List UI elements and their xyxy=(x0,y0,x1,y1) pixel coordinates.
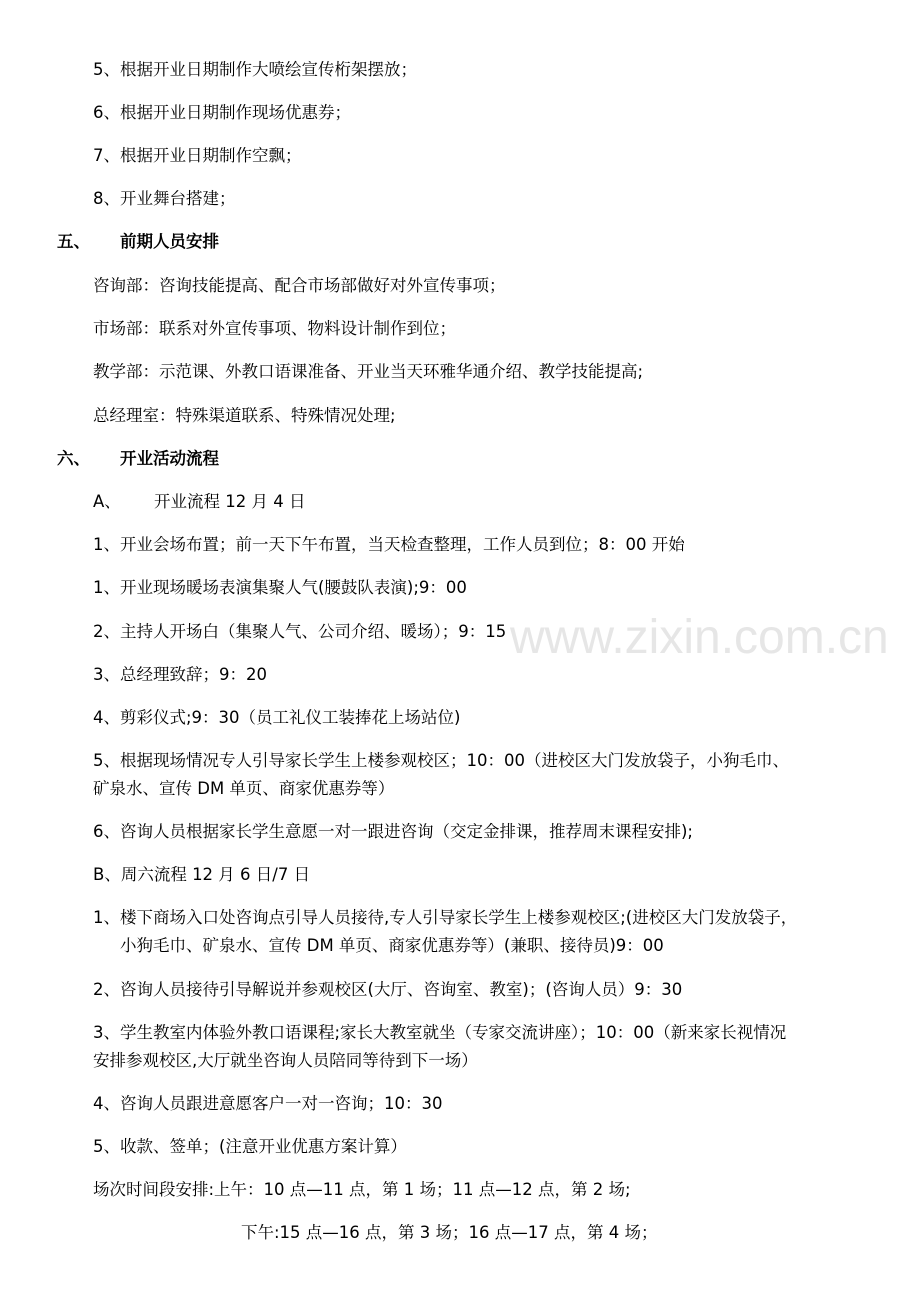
list-item: 5、根据现场情况专人引导家长学生上楼参观校区；10：00（进校区大门发放袋子，小狗毛巾、 xyxy=(93,751,789,770)
list-item: 7、根据开业日期制作空飘； xyxy=(93,146,302,165)
list-item: 5、根据开业日期制作大喷绘宣传桁架摆放； xyxy=(93,60,417,79)
dept-line: 咨询部：咨询技能提高、配合市场部做好对外宣传事项； xyxy=(93,276,506,295)
schedule-am: 场次时间段安排:上午：10 点—11 点，第 1 场；11 点—12 点，第 2 场; xyxy=(93,1180,631,1199)
dept-line: 总经理室：特殊渠道联系、特殊情况处理; xyxy=(93,406,396,425)
list-item: 2、咨询人员接待引导解说并参观校区(大厅、咨询室、教室)；(咨询人员）9：30 xyxy=(93,980,683,999)
list-item: 5、收款、签单；(注意开业优惠方案计算） xyxy=(93,1137,407,1156)
watermark: www.zixin.com.cn xyxy=(510,611,889,664)
section-title: 前期人员安排 xyxy=(120,232,219,251)
list-item: 3、学生教室内体验外教口语课程;家长大教室就坐（专家交流讲座）；10：00（新来家长视情况 xyxy=(93,1023,787,1042)
dept-line: 市场部：联系对外宣传事项、物料设计制作到位； xyxy=(93,319,456,338)
dept-line: 教学部：示范课、外教口语课准备、开业当天环雅华通介绍、教学技能提高; xyxy=(93,362,644,381)
list-item: 4、咨询人员跟进意愿客户一对一咨询；10：30 xyxy=(93,1094,443,1113)
list-item-continued: 小狗毛巾、矿泉水、宣传 DM 单页、商家优惠券等）(兼职、接待员)9：00 xyxy=(120,936,664,955)
list-item-continued: 矿泉水、宣传 DM 单页、商家优惠券等） xyxy=(93,779,395,798)
list-item: 4、剪彩仪式;9：30（员工礼仪工装捧花上场站位) xyxy=(93,708,461,727)
section-number: 五、 xyxy=(57,232,90,251)
list-item: 1、楼下商场入口处咨询点引导人员接待,专人引导家长学生上楼参观校区;(进校区大门发放袋子， xyxy=(93,908,798,927)
list-item: 2、主持人开场白（集聚人气、公司介绍、暖场）；9：15 xyxy=(93,622,507,641)
subsection-label: A、 xyxy=(93,492,121,511)
schedule-pm: 下午:15 点—16 点，第 3 场；16 点—17 点，第 4 场； xyxy=(241,1223,658,1242)
subsection-title: B、周六流程 12 月 6 日/7 日 xyxy=(93,865,311,884)
section-title: 开业活动流程 xyxy=(120,449,219,468)
list-item: 6、咨询人员根据家长学生意愿一对一跟进咨询（交定金排课，推荐周末课程安排); xyxy=(93,822,693,841)
list-item: 1、开业现场暖场表演集聚人气(腰鼓队表演);9：00 xyxy=(93,578,467,597)
section-number: 六、 xyxy=(57,449,90,468)
list-item: 6、根据开业日期制作现场优惠券； xyxy=(93,103,351,122)
list-item: 3、总经理致辞；9：20 xyxy=(93,665,267,684)
list-item-continued: 安排参观校区,大厅就坐咨询人员陪同等待到下一场） xyxy=(93,1051,478,1070)
list-item: 1、开业会场布置；前一天下午布置，当天检查整理，工作人员到位；8：00 开始 xyxy=(93,535,685,554)
subsection-title: 开业流程 12 月 4 日 xyxy=(154,492,306,511)
list-item: 8、开业舞台搭建； xyxy=(93,189,236,208)
